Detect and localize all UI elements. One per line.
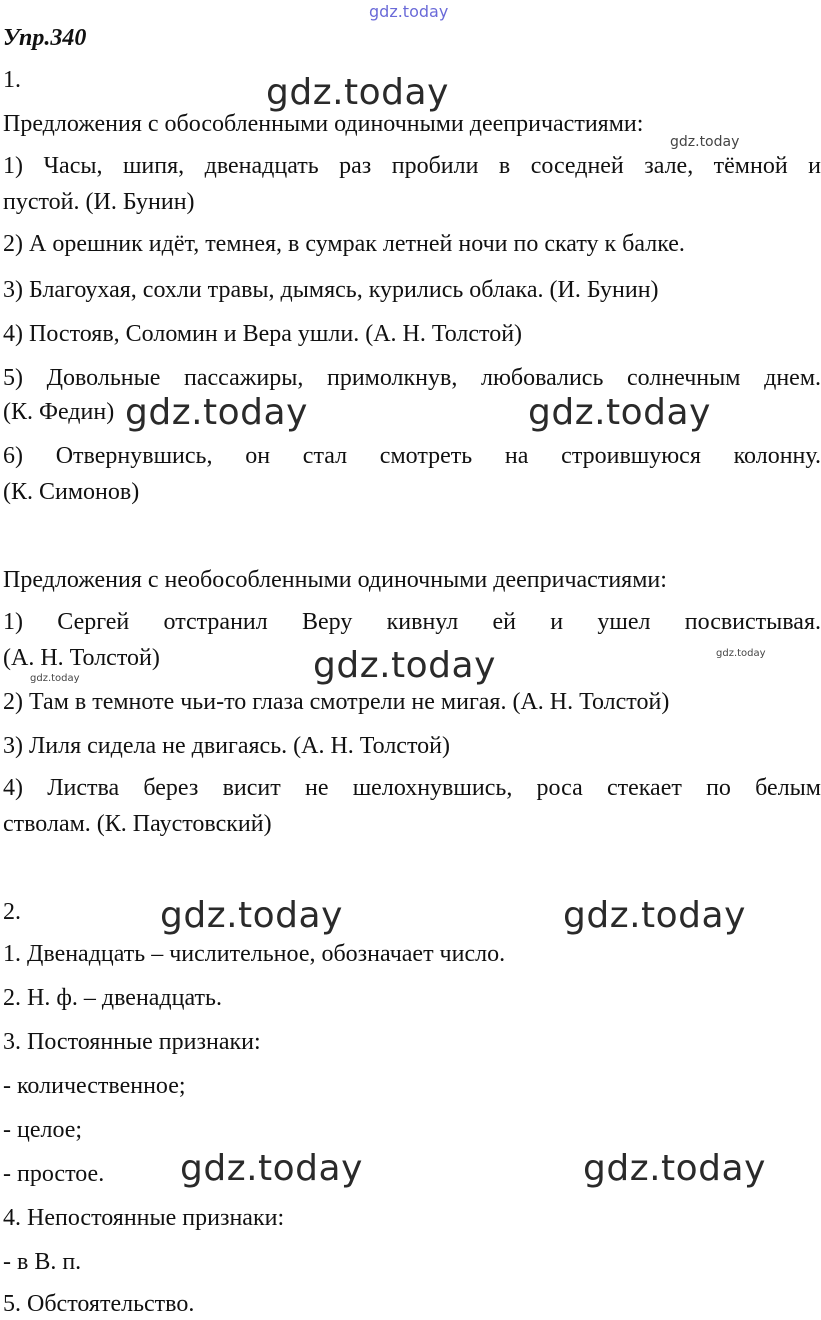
watermark: gdz.today xyxy=(160,895,343,936)
analysis-line: - в В. п. xyxy=(3,1249,82,1275)
analysis-line: 2. Н. ф. – двенадцать. xyxy=(3,985,222,1011)
sentence-line: 1) Сергей отстранил Веру кивнул ей и ушел посвистывая. xyxy=(3,609,821,635)
analysis-line: - простое. xyxy=(3,1161,105,1187)
analysis-line: 5. Обстоятельство. xyxy=(3,1291,195,1317)
watermark: gdz.today xyxy=(670,134,740,150)
part-number-1: 1. xyxy=(3,67,21,93)
sentence-line: (К. Федин) xyxy=(3,399,115,425)
analysis-line: - целое; xyxy=(3,1117,83,1143)
exercise-title: Упр.340 xyxy=(3,25,87,51)
watermark: gdz.today xyxy=(266,72,449,113)
sentence-line: 4) Постояв, Соломин и Вера ушли. (А. Н. Толстой) xyxy=(3,321,523,347)
watermark: gdz.today xyxy=(716,648,766,659)
section-heading-non-isolated: Предложения с необособленными одиночными деепричастиями: xyxy=(3,567,667,593)
sentence-line: 3) Благоухая, сохли травы, дымясь, курились облака. (И. Бунин) xyxy=(3,277,659,303)
watermark: gdz.today xyxy=(369,2,449,21)
watermark: gdz.today xyxy=(563,895,746,936)
sentence-line: пустой. (И. Бунин) xyxy=(3,189,195,215)
watermark: gdz.today xyxy=(583,1148,766,1189)
sentence-line: 4) Листва берез висит не шелохнувшись, роса стекает по белым xyxy=(3,775,821,801)
sentence-line: 3) Лиля сидела не двигаясь. (А. Н. Толстой) xyxy=(3,733,450,759)
sentence-line: 2) А орешник идёт, темнея, в сумрак летней ночи по скату к балке. xyxy=(3,231,685,257)
sentence-line: 5) Довольные пассажиры, примолкнув, любовались солнечным днем. xyxy=(3,365,821,391)
watermark: gdz.today xyxy=(528,392,711,433)
part-number-2: 2. xyxy=(3,899,21,925)
watermark: gdz.today xyxy=(180,1148,363,1189)
watermark: gdz.today xyxy=(125,392,308,433)
sentence-line: 1) Часы, шипя, двенадцать раз пробили в соседней зале, тёмной и xyxy=(3,153,821,179)
watermark: gdz.today xyxy=(313,645,496,686)
sentence-line: (А. Н. Толстой) xyxy=(3,645,160,671)
sentence-line: (К. Симонов) xyxy=(3,479,140,505)
analysis-line: 1. Двенадцать – числительное, обозначает число. xyxy=(3,941,506,967)
section-heading-isolated: Предложения с обособленными одиночными деепричастиями: xyxy=(3,111,644,137)
sentence-line: 2) Там в темноте чьи-то глаза смотрели не мигая. (А. Н. Толстой) xyxy=(3,689,670,715)
watermark: gdz.today xyxy=(30,673,80,684)
sentence-line: 6) Отвернувшись, он стал смотреть на строившуюся колонну. xyxy=(3,443,821,469)
sentence-line: стволам. (К. Паустовский) xyxy=(3,811,272,837)
analysis-line: - количественное; xyxy=(3,1073,186,1099)
analysis-line: 3. Постоянные признаки: xyxy=(3,1029,261,1055)
analysis-line: 4. Непостоянные признаки: xyxy=(3,1205,285,1231)
